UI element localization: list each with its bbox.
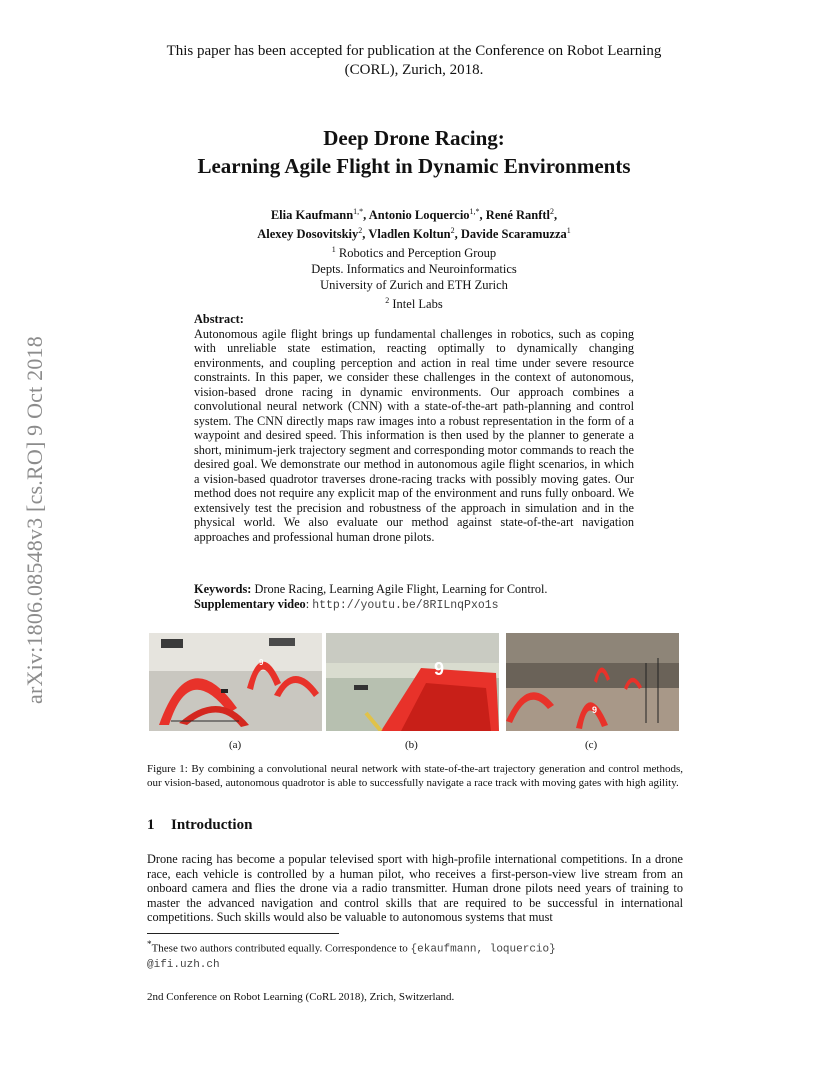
- figure-1: [0, 633, 828, 733]
- gate-number: 9: [434, 659, 445, 679]
- keywords-text: Drone Racing, Learning Agile Flight, Learning for Control.: [251, 582, 548, 596]
- title-line-2: Learning Agile Flight in Dynamic Environments: [197, 154, 631, 178]
- abstract: [194, 312, 634, 544]
- author-block: [0, 204, 828, 313]
- author-separator: ,: [479, 208, 486, 223]
- author-sup: 1,*: [353, 207, 364, 216]
- abstract-heading: Abstract:: [194, 312, 244, 326]
- notice-line-1: This paper has been accepted for publication at the Conference on Robot Learning: [166, 43, 662, 59]
- author-name: Davide Scaramuzza: [460, 227, 567, 242]
- affiliation-1-univ: University of Zurich and ETH Zurich: [320, 278, 508, 293]
- affil-sup: 1: [331, 245, 336, 255]
- paper-title: [0, 124, 828, 180]
- onboard-photo-b: [326, 633, 499, 731]
- author-sup: 1,*: [469, 207, 480, 216]
- section-title: Introduction: [171, 817, 253, 833]
- author-line-1: [0, 204, 828, 223]
- author-name: Alexey Dosovitskiy: [257, 227, 359, 242]
- title-line-1: Deep Drone Racing:: [323, 126, 505, 150]
- affil-text: Robotics and Perception Group: [335, 246, 497, 261]
- author-sup: 1: [566, 226, 571, 236]
- author-sup: 2: [450, 226, 455, 236]
- footnote-marker: *: [147, 939, 152, 949]
- affil-sup: 2: [385, 296, 390, 306]
- footnote-emails: {ekaufmann, loquercio}: [410, 943, 556, 956]
- gate-number: 9: [259, 658, 264, 667]
- figure-panel-b: [326, 633, 499, 731]
- footnote-domain: @ifi.uzh.ch: [147, 958, 220, 971]
- hall-photo-c: [506, 633, 679, 731]
- footnote-rule: [147, 933, 339, 934]
- subcaption-b: (b): [405, 739, 418, 751]
- figure-caption: [147, 763, 683, 790]
- video-label: Supplementary video: [194, 597, 306, 611]
- subcaption-c: (c): [585, 739, 598, 751]
- caption-label: Figure 1:: [147, 763, 188, 775]
- figure-panel-c: [506, 633, 679, 731]
- author-name: Antonio Loquercio: [368, 208, 470, 223]
- author-separator: ,: [454, 227, 461, 242]
- abstract-text: Autonomous agile flight brings up fundamental challenges in robotics, such as coping with unreliable state estimation, reacting optimally to dynamically changing environments, and coupling perception and action in real time under severe resource constraints. In this paper, we consider these challenges in the context of autonomous, vision-based drone racing in dynamic environments. Our approach combines a convolutional neural network (CNN) with a state-of-the-art path-planning and control system. The CNN directly maps raw images into a robust representation in the form of a waypoint and desired speed. This information is then used by the planner to generate a short, minimum-jerk trajectory segment and corresponding motor commands to reach the desired goal. We demonstrate our method in autonomous agile flight scenarios, in which a vision-based quadrotor traverses drone-racing tracks with possibly moving gates. Our method does not require any explicit map of the environment and runs fully onboard. We extensively test the precision and robustness of the approach in simulation and in the physical world. We also evaluate our method against state-of-the-art navigation approaches and professional human drone pilots.: [194, 326, 634, 544]
- arxiv-margin-label: arXiv:1806.08548v3 [cs.RO] 9 Oct 2018: [22, 336, 47, 704]
- author-separator: ,: [554, 208, 558, 223]
- author-separator: ,: [363, 208, 369, 223]
- gate-number: 9: [592, 705, 598, 715]
- affil-text: Intel Labs: [389, 297, 443, 312]
- footnote-text: These two authors contributed equally. Correspondence to: [151, 942, 411, 955]
- section-number: 1: [147, 817, 155, 833]
- notice-line-2: (CORL), Zurich, 2018.: [344, 62, 484, 78]
- keywords-block: [194, 582, 634, 613]
- section-heading: [147, 817, 252, 834]
- author-name: René Ranftl: [485, 208, 551, 223]
- keywords-label: Keywords:: [194, 582, 252, 596]
- author-separator: ,: [362, 227, 369, 242]
- video-colon: :: [305, 597, 313, 611]
- publication-notice: [0, 42, 828, 80]
- figure-panel-a: [149, 633, 322, 731]
- video-link[interactable]: http://youtu.be/8RILnqPxo1s: [312, 599, 499, 612]
- subcaption-a: (a): [229, 739, 242, 751]
- affiliation-1-dept: Depts. Informatics and Neuroinformatics: [311, 262, 517, 277]
- affiliation-2: [0, 293, 828, 312]
- keywords-line: [194, 582, 634, 597]
- video-line: [194, 597, 634, 613]
- author-sup: 2: [358, 226, 363, 236]
- affiliation-1: [0, 242, 828, 261]
- author-sup: 2: [550, 207, 555, 216]
- caption-text: By combining a convolutional neural network with state-of-the-art trajectory generation and control methods, our vision-based, autonomous quadrotor is able to successfully navigate a race track with moving gates with high agility.: [147, 763, 683, 789]
- author-name: Vladlen Koltun: [368, 227, 451, 242]
- author-name: Elia Kaufmann: [270, 208, 354, 223]
- footnote: [147, 937, 683, 972]
- arena-photo-a: [149, 633, 322, 731]
- conference-footer: 2nd Conference on Robot Learning (CoRL 2018), Zrich, Switzerland.: [147, 991, 455, 1003]
- intro-paragraph: Drone racing has become a popular televised sport with high-profile international competitions. In a drone race, each vehicle is controlled by a human pilot, who receives a first-person-view live stream from an onboard camera and flies the drone via a radio transmitter. Human drone pilots need years of training to master the advanced navigation and control skills that are required to be successful in international competitions. Such skills would also be valuable to autonomous systems that must: [147, 852, 683, 924]
- author-line-2: [0, 223, 828, 242]
